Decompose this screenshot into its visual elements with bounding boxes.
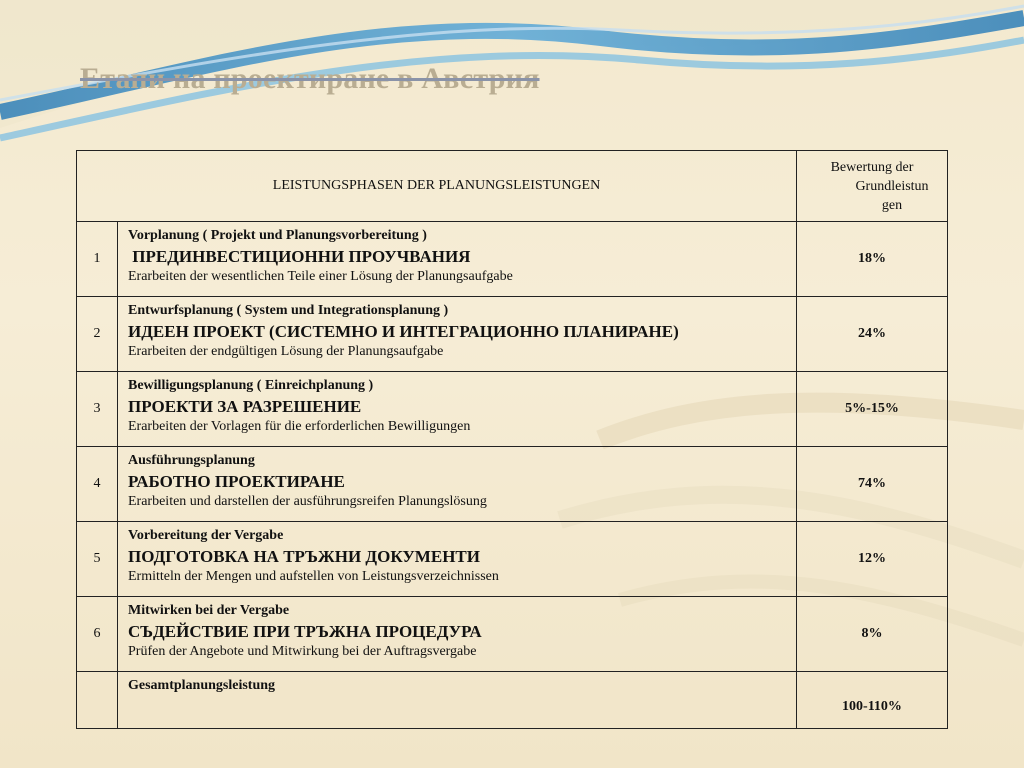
phase-number-empty	[77, 672, 118, 729]
phase-name-bulgarian: СЪДЕЙСТВИЕ ПРИ ТРЪЖНА ПРОЦЕДУРА	[128, 622, 482, 641]
slide-title: Етапи на проектиране в Австрия	[80, 62, 540, 95]
table-row-total	[77, 672, 948, 729]
phase-description	[118, 297, 797, 372]
table-row	[77, 597, 948, 672]
phase-explanation: Erarbeiten der endgültigen Lösung der Planungsaufgabe	[128, 344, 444, 359]
phase-score: 74%	[797, 447, 948, 522]
phase-name-german: Bewilligungsplanung ( Einreichplanung )	[128, 378, 374, 393]
phase-name-german: Vorbereitung der Vergabe	[128, 528, 284, 543]
planning-phases-table	[76, 150, 948, 729]
header-score-line: Grundleistun	[855, 178, 929, 194]
table-header-row	[77, 151, 948, 222]
phase-name-bulgarian: ИДЕЕН ПРОЕКТ (СИСТЕМНО И ИНТЕГРАЦИОННО ПЛАНИРАНЕ)	[128, 322, 679, 341]
phase-name-bulgarian: ПРОЕКТИ ЗА РАЗРЕШЕНИЕ	[128, 397, 362, 416]
phase-score: 24%	[797, 297, 948, 372]
phase-name-bulgarian: ПРЕДИНВЕСТИЦИОННИ ПРОУЧВАНИЯ	[128, 247, 471, 266]
table-row	[77, 297, 948, 372]
header-score-line: Bewertung der	[830, 159, 914, 175]
phase-description	[118, 597, 797, 672]
phase-description	[118, 222, 797, 297]
phase-description	[118, 372, 797, 447]
total-description	[118, 672, 797, 729]
phase-number: 5	[77, 522, 118, 597]
phase-name-german: Vorplanung ( Projekt und Planungsvorbereitung )	[128, 228, 427, 243]
phase-name-german: Mitwirken bei der Vergabe	[128, 603, 290, 618]
table-row	[77, 222, 948, 297]
phase-score: 12%	[797, 522, 948, 597]
phase-score: 18%	[797, 222, 948, 297]
phase-name-bulgarian: РАБОТНО ПРОЕКТИРАНЕ	[128, 472, 345, 491]
table-row	[77, 447, 948, 522]
total-label: Gesamtplanungsleistung	[128, 678, 276, 693]
phase-explanation: Erarbeiten und darstellen der ausführungsreifen Planungslösung	[128, 494, 487, 509]
phase-score: 8%	[797, 597, 948, 672]
phase-explanation: Ermitteln der Mengen und aufstellen von Leistungsverzeichnissen	[128, 569, 499, 584]
total-score: 100-110%	[797, 672, 948, 729]
phase-explanation: Erarbeiten der wesentlichen Teile einer Lösung der Planungsaufgabe	[128, 269, 513, 284]
table-row	[77, 372, 948, 447]
header-score	[797, 151, 948, 222]
phase-name-bulgarian: ПОДГОТОВКА НА ТРЪЖНИ ДОКУМЕНТИ	[128, 547, 480, 566]
phase-number: 1	[77, 222, 118, 297]
header-score-line: gen	[881, 197, 903, 213]
phase-number: 4	[77, 447, 118, 522]
phase-number: 6	[77, 597, 118, 672]
phase-description	[118, 447, 797, 522]
header-phases: LEISTUNGSPHASEN DER PLANUNGSLEISTUNGEN	[77, 151, 797, 222]
phase-description	[118, 522, 797, 597]
phase-score: 5%-15%	[797, 372, 948, 447]
phase-name-german: Entwurfsplanung ( System und Integrationsplanung )	[128, 303, 449, 318]
phase-explanation: Erarbeiten der Vorlagen für die erforderlichen Bewilligungen	[128, 419, 471, 434]
phase-explanation: Prüfen der Angebote und Mitwirkung bei der Auftragsvergabe	[128, 644, 477, 659]
phase-number: 3	[77, 372, 118, 447]
phase-number: 2	[77, 297, 118, 372]
table-row	[77, 522, 948, 597]
phase-name-german: Ausführungsplanung	[128, 453, 255, 468]
